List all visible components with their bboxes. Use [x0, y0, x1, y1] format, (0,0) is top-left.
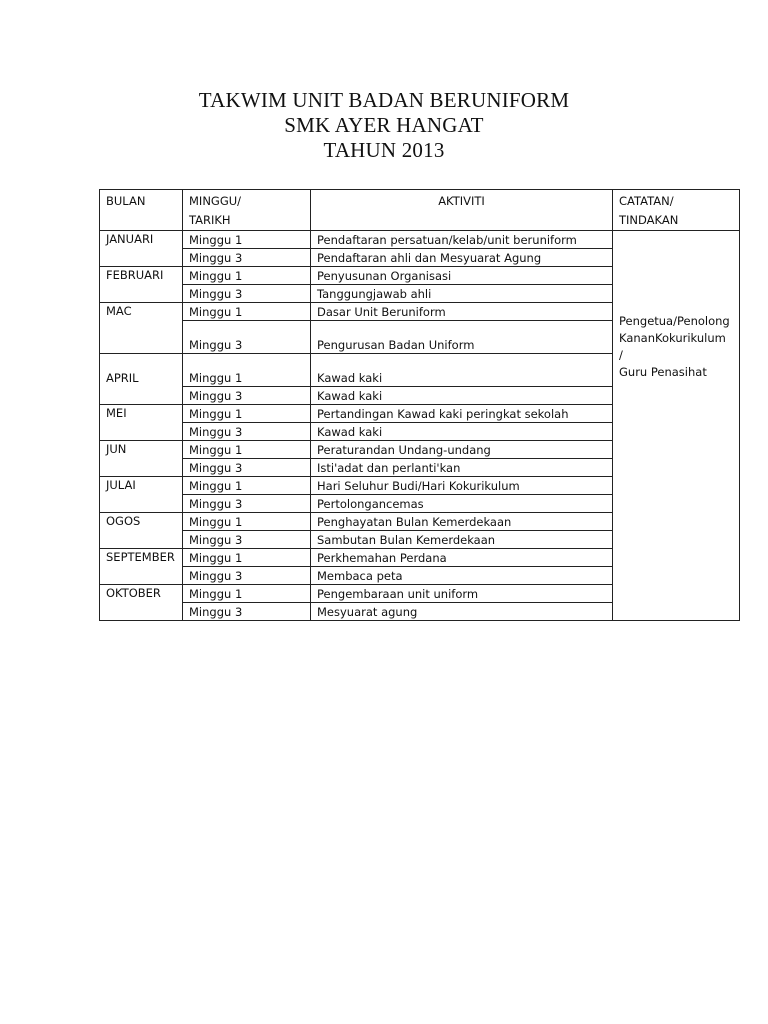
activity-cell: Perkhemahan Perdana: [311, 549, 613, 567]
activity-cell: Kawad kaki: [311, 423, 613, 441]
month-label: APRIL: [106, 371, 139, 385]
activity-cell: Pertolongancemas: [311, 495, 613, 513]
table-header-row: [100, 190, 740, 231]
week-cell: Minggu 1: [183, 477, 311, 495]
activity-cell: Mesyuarat agung: [311, 603, 613, 621]
week-cell: Minggu 3: [183, 285, 311, 303]
activity-cell: Sambutan Bulan Kemerdekaan: [311, 531, 613, 549]
activity-cell: Pendaftaran persatuan/kelab/unit beruniform: [311, 231, 613, 249]
week-cell: Minggu 1: [183, 231, 311, 249]
notes-line-1: Pengetua/Penolong: [619, 314, 730, 328]
month-cell: JANUARI: [100, 231, 183, 267]
schedule-table: [99, 189, 740, 621]
week-cell: Minggu 1: [183, 303, 311, 321]
activity-cell: Pengembaraan unit uniform: [311, 585, 613, 603]
activity-cell: Isti'adat dan perlanti'kan: [311, 459, 613, 477]
activity-cell: Membaca peta: [311, 567, 613, 585]
activity-cell: Kawad kaki: [311, 387, 613, 405]
table-row: [100, 231, 740, 249]
month-cell: JUN: [100, 441, 183, 477]
week-cell: Minggu 3: [183, 495, 311, 513]
week-cell: Minggu 1: [183, 513, 311, 531]
title-line-1: TAKWIM UNIT BADAN BERUNIFORM: [198, 88, 570, 112]
week-cell: Minggu 1: [183, 585, 311, 603]
week-cell: Minggu 3: [183, 459, 311, 477]
week-cell: Minggu 3: [183, 423, 311, 441]
notes-line-3: /: [619, 348, 623, 362]
notes-line-4: Guru Penasihat: [619, 365, 707, 379]
week-cell: Minggu 3: [183, 321, 311, 354]
activity-cell: Peraturandan Undang-undang: [311, 441, 613, 459]
activity-cell: Pertandingan Kawad kaki peringkat sekolah: [311, 405, 613, 423]
activity-cell: Tanggungjawab ahli: [311, 285, 613, 303]
header-catatan: [613, 190, 740, 231]
header-aktiviti-label: AKTIVITI: [438, 194, 485, 208]
activity-cell: Kawad kaki: [311, 354, 613, 387]
header-catatan-line1: CATATAN/: [619, 194, 674, 208]
activity-cell: Dasar Unit Beruniform: [311, 303, 613, 321]
activity-cell: Pengurusan Badan Uniform: [311, 321, 613, 354]
week-cell: Minggu 3: [183, 249, 311, 267]
header-minggu-line2: TARIKH: [189, 213, 231, 227]
week-cell: Minggu 1: [183, 405, 311, 423]
activity-cell: Penyusunan Organisasi: [311, 267, 613, 285]
month-cell: OKTOBER: [100, 585, 183, 621]
title-line-3: TAHUN 2013: [323, 138, 445, 162]
week-cell: Minggu 3: [183, 567, 311, 585]
month-cell: OGOS: [100, 513, 183, 549]
header-catatan-line2: TINDAKAN: [619, 213, 679, 227]
week-cell: Minggu 1: [183, 354, 311, 387]
week-cell: Minggu 1: [183, 267, 311, 285]
title-line-2: SMK AYER HANGAT: [284, 113, 484, 137]
week-cell: Minggu 3: [183, 531, 311, 549]
header-minggu-line1: MINGGU/: [189, 194, 242, 208]
notes-line-2: KananKokurikulum: [619, 331, 726, 345]
month-cell: FEBRUARI: [100, 267, 183, 303]
activity-cell: Pendaftaran ahli dan Mesyuarat Agung: [311, 249, 613, 267]
week-cell: Minggu 1: [183, 441, 311, 459]
week-cell: Minggu 3: [183, 387, 311, 405]
header-minggu: [183, 190, 311, 231]
header-aktiviti: [311, 190, 613, 231]
month-cell: MAC: [100, 303, 183, 354]
activity-cell: Hari Seluhur Budi/Hari Kokurikulum: [311, 477, 613, 495]
week-cell: Minggu 1: [183, 549, 311, 567]
activity-cell: Penghayatan Bulan Kemerdekaan: [311, 513, 613, 531]
month-cell: [100, 354, 183, 405]
document-title: [0, 88, 768, 163]
header-bulan-label: BULAN: [106, 194, 146, 208]
week-cell: Minggu 3: [183, 603, 311, 621]
notes-cell: [613, 231, 740, 621]
header-bulan: [100, 190, 183, 231]
month-cell: MEI: [100, 405, 183, 441]
month-cell: JULAI: [100, 477, 183, 513]
month-cell: SEPTEMBER: [100, 549, 183, 585]
